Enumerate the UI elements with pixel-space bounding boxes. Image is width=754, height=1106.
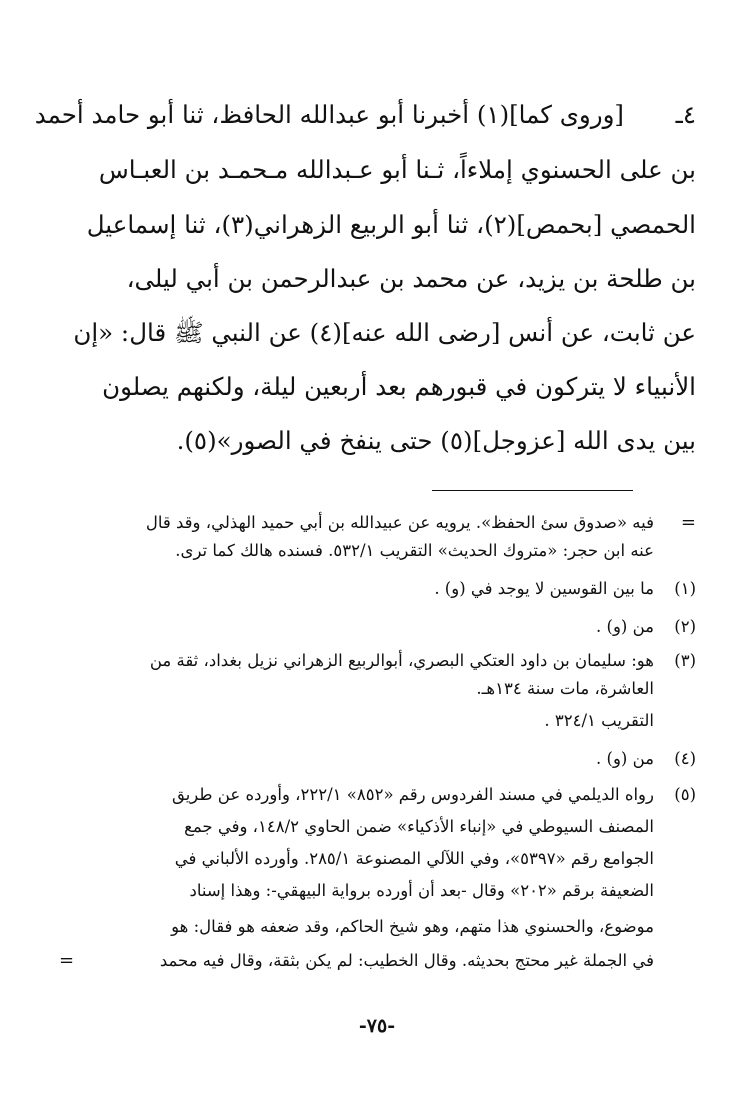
- footnote-line: في الجملة غير محتج بحديثه. وقال الخطيب: لم يكن بثقة، وقال فيه محمد: [159, 951, 654, 970]
- main-line: بين يدى الله [عزوجل](٥) حتى ينفخ في الصور»(٥).: [176, 426, 696, 455]
- footnote-line: من (و) .: [596, 617, 654, 636]
- main-line: الأنبياء لا يتركون في قبورهم بعد أربعين ليلة، ولكنهم يصلون: [102, 372, 696, 401]
- main-line: عن ثابت، عن أنس [رضى الله عنه](٤) عن النبي ﷺ قال: «إن: [73, 318, 696, 347]
- footnote-line: المصنف السيوطي في «إنباء الأذكياء» ضمن الحاوي ١٤٨/٢، وفي جمع: [184, 817, 654, 836]
- footnote-line: رواه الديلمي في مسند الفردوس رقم «٨٥٢» ٢٢٢/١، وأورده عن طريق: [171, 785, 654, 804]
- page-number: -٧٥-: [358, 1015, 396, 1037]
- main-line: الحمصي [بحمص](٢)، ثنا أبو الربيع الزهراني(٣)، ثنا إسماعيل: [86, 210, 696, 239]
- item-number: ٤ـ: [675, 100, 696, 129]
- continuation-end-mark: =: [59, 950, 75, 971]
- footnote-marker: (١): [674, 579, 696, 598]
- footnote-marker: (٢): [674, 617, 696, 636]
- footnote-line: التقريب ٣٢٤/١ .: [544, 711, 654, 730]
- footnote-line: عنه ابن حجر: «متروك الحديث» التقريب ٥٣٢/١. فسنده هالك كما ترى.: [175, 541, 654, 560]
- main-line: بن على الحسنوي إملاءاً، ثـنا أبو عـبدالله مـحمـد بن العبـاس: [98, 155, 696, 184]
- main-line: بن طلحة بن يزيد، عن محمد بن عبدالرحمن بن أبي ليلى،: [126, 264, 696, 293]
- footnote-marker: (٤): [674, 749, 696, 768]
- footnote-line: من (و) .: [596, 749, 654, 768]
- continuation-mark: =: [680, 512, 696, 533]
- footnote-line: ما بين القوسين لا يوجد في (و) .: [434, 579, 654, 598]
- footnote-line: هو: سليمان بن داود العتكي البصري، أبوالربيع الزهراني نزيل بغداد، ثقة من: [149, 651, 654, 670]
- footnote-marker: (٥): [674, 785, 696, 804]
- footnote-line: الجوامع رقم «٥٣٩٧»، وفي اللآلي المصنوعة ٢٨٥/١. وأورده الألباني في: [174, 849, 654, 868]
- footnote-line: فيه «صدوق سئ الحفظ». يرويه عن عبيدالله بن أبي حميد الهذلي، وقد قال: [145, 513, 654, 532]
- footnote-line: الضعيفة برقم «٢٠٢» وقال -بعد أن أورده برواية البيهقي-: وهذا إسناد: [189, 881, 654, 900]
- footnote-separator: [432, 490, 633, 491]
- main-line: [وروى كما](١) أخبرنا أبو عبدالله الحافظ، ثنا أبو حامد أحمد: [34, 100, 624, 129]
- footnote-line: موضوع، والحسنوي هذا متهم، وهو شيخ الحاكم، وقد ضعفه هو فقال: هو: [171, 917, 654, 936]
- footnote-marker: (٣): [674, 651, 696, 670]
- footnote-line: العاشرة، مات سنة ١٣٤هـ.: [476, 679, 654, 698]
